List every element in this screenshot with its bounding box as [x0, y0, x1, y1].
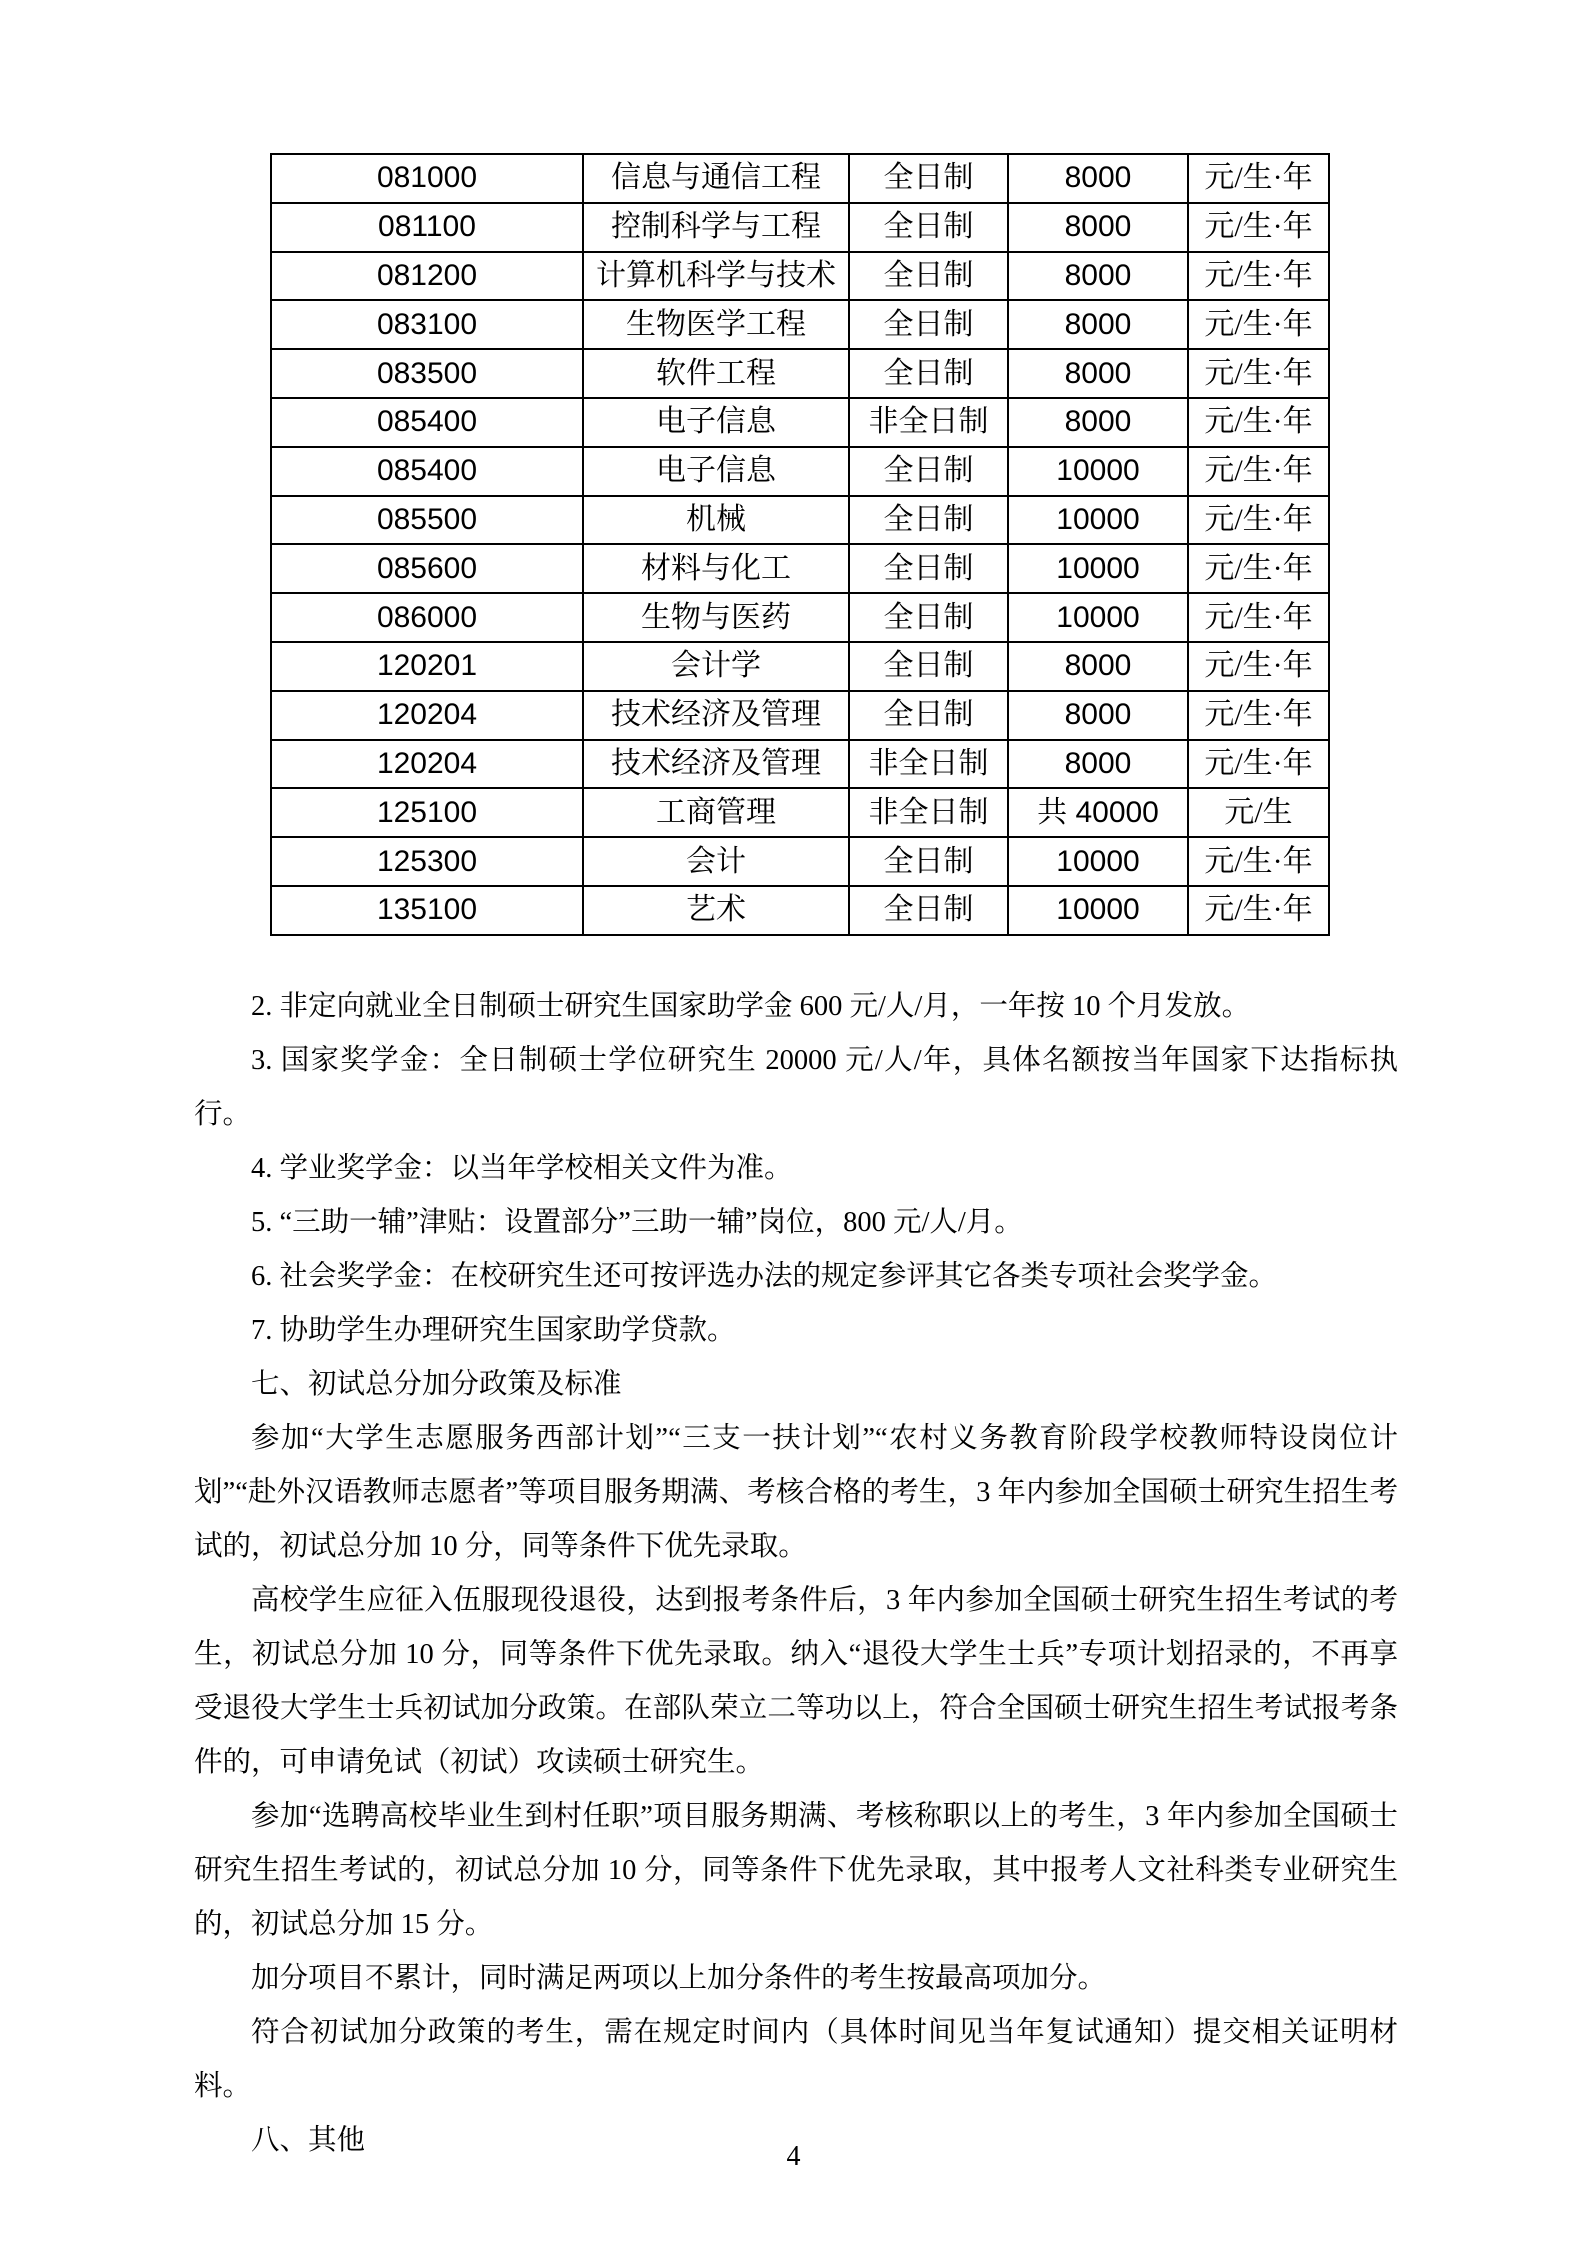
- fee-table-row: [271, 154, 1329, 203]
- fee-table-row: [271, 349, 1329, 398]
- cell-unit: 元/生·年: [1188, 398, 1329, 447]
- cell-major: 生物与医药: [583, 593, 849, 642]
- cell-code: 125300: [271, 837, 583, 886]
- cell-unit: 元/生·年: [1188, 544, 1329, 593]
- cell-fee: 10000: [1008, 544, 1188, 593]
- cell-major: 会计学: [583, 642, 849, 691]
- fee-table-row: [271, 398, 1329, 447]
- cell-study-mode: 全日制: [849, 837, 1008, 886]
- cell-fee: 8000: [1008, 154, 1188, 203]
- cell-code: 085400: [271, 447, 583, 496]
- cell-code: 081100: [271, 203, 583, 252]
- paragraph: 7. 协助学生办理研究生国家助学贷款。: [251, 1315, 736, 1346]
- cell-unit: 元/生·年: [1188, 447, 1329, 496]
- paragraph: 参加“选聘高校毕业生到村任职”项目服务期满、考核称职以上的考生，3 年内参加全国硕士研究生招生考试的，初试总分加 10 分，同等条件下优先录取，其中报考人文社科类专业研究生的，初试总分加 15 分。: [194, 1801, 1398, 1940]
- cell-study-mode: 非全日制: [849, 740, 1008, 789]
- cell-code: 083500: [271, 349, 583, 398]
- cell-fee: 8000: [1008, 252, 1188, 301]
- cell-major: 工商管理: [583, 788, 849, 837]
- cell-fee: 10000: [1008, 447, 1188, 496]
- cell-major: 生物医学工程: [583, 300, 849, 349]
- cell-unit: 元/生·年: [1188, 642, 1329, 691]
- cell-fee: 8000: [1008, 300, 1188, 349]
- paragraph: 加分项目不累计，同时满足两项以上加分条件的考生按最高项加分。: [251, 1963, 1107, 1994]
- cell-code: 085500: [271, 496, 583, 545]
- fee-table-row: [271, 203, 1329, 252]
- fee-table-row: [271, 496, 1329, 545]
- cell-fee: 8000: [1008, 398, 1188, 447]
- cell-study-mode: 非全日制: [849, 788, 1008, 837]
- cell-fee: 10000: [1008, 886, 1188, 935]
- body-text: [194, 980, 1398, 2168]
- fee-table-row: [271, 788, 1329, 837]
- cell-unit: 元/生: [1188, 788, 1329, 837]
- cell-code: 083100: [271, 300, 583, 349]
- cell-study-mode: 全日制: [849, 300, 1008, 349]
- cell-major: 材料与化工: [583, 544, 849, 593]
- cell-major: 软件工程: [583, 349, 849, 398]
- paragraph: 5. “三助一辅”津贴：设置部分”三助一辅”岗位，800 元/人/月。: [251, 1207, 1023, 1238]
- cell-unit: 元/生·年: [1188, 252, 1329, 301]
- cell-code: 120204: [271, 691, 583, 740]
- cell-study-mode: 全日制: [849, 544, 1008, 593]
- cell-unit: 元/生·年: [1188, 300, 1329, 349]
- paragraph: 高校学生应征入伍服现役退役，达到报考条件后，3 年内参加全国硕士研究生招生考试的考生，初试总分加 10 分，同等条件下优先录取。纳入“退役大学生士兵”专项计划招录的，不再享受退役大学生士兵初试加分政策。在部队荣立二等功以上，符合全国硕士研究生招生考试报考条件的，可申请免试（初试）攻读硕士研究生。: [194, 1585, 1398, 1778]
- cell-unit: 元/生·年: [1188, 349, 1329, 398]
- cell-major: 机械: [583, 496, 849, 545]
- cell-code: 135100: [271, 886, 583, 935]
- cell-unit: 元/生·年: [1188, 496, 1329, 545]
- cell-unit: 元/生·年: [1188, 154, 1329, 203]
- paragraph: 3. 国家奖学金：全日制硕士学位研究生 20000 元/人/年，具体名额按当年国家下达指标执行。: [194, 1045, 1398, 1130]
- cell-major: 控制科学与工程: [583, 203, 849, 252]
- paragraph: 6. 社会奖学金：在校研究生还可按评选办法的规定参评其它各类专项社会奖学金。: [251, 1261, 1278, 1292]
- fee-table-row: [271, 252, 1329, 301]
- cell-code: 085400: [271, 398, 583, 447]
- cell-study-mode: 非全日制: [849, 398, 1008, 447]
- cell-code: 125100: [271, 788, 583, 837]
- fee-table-row: [271, 447, 1329, 496]
- fee-table-row: [271, 837, 1329, 886]
- cell-major: 电子信息: [583, 447, 849, 496]
- cell-study-mode: 全日制: [849, 252, 1008, 301]
- fee-table-row: [271, 691, 1329, 740]
- cell-study-mode: 全日制: [849, 886, 1008, 935]
- fee-table-row: [271, 300, 1329, 349]
- paragraph: 2. 非定向就业全日制硕士研究生国家助学金 600 元/人/月，一年按 10 个月发放。: [251, 991, 1251, 1022]
- paragraph: 参加“大学生志愿服务西部计划”“三支一扶计划”“农村义务教育阶段学校教师特设岗位计划”“赴外汉语教师志愿者”等项目服务期满、考核合格的考生，3 年内参加全国硕士研究生招生考试的，初试总分加 10 分，同等条件下优先录取。: [194, 1423, 1398, 1562]
- cell-fee: 10000: [1008, 837, 1188, 886]
- cell-fee: 共 40000: [1008, 788, 1188, 837]
- cell-major: 信息与通信工程: [583, 154, 849, 203]
- cell-study-mode: 全日制: [849, 154, 1008, 203]
- cell-study-mode: 全日制: [849, 691, 1008, 740]
- cell-major: 艺术: [583, 886, 849, 935]
- cell-unit: 元/生·年: [1188, 886, 1329, 935]
- cell-fee: 8000: [1008, 642, 1188, 691]
- cell-code: 081000: [271, 154, 583, 203]
- fee-table-body: [271, 154, 1329, 935]
- cell-major: 技术经济及管理: [583, 740, 849, 789]
- cell-fee: 10000: [1008, 593, 1188, 642]
- cell-unit: 元/生·年: [1188, 691, 1329, 740]
- cell-study-mode: 全日制: [849, 203, 1008, 252]
- fee-table-row: [271, 544, 1329, 593]
- cell-code: 120204: [271, 740, 583, 789]
- section-heading: 八、其他: [251, 2125, 366, 2156]
- cell-study-mode: 全日制: [849, 349, 1008, 398]
- cell-major: 电子信息: [583, 398, 849, 447]
- paragraph: 符合初试加分政策的考生，需在规定时间内（具体时间见当年复试通知）提交相关证明材料。: [194, 2017, 1398, 2102]
- cell-fee: 8000: [1008, 349, 1188, 398]
- cell-study-mode: 全日制: [849, 447, 1008, 496]
- fee-table-row: [271, 593, 1329, 642]
- cell-study-mode: 全日制: [849, 496, 1008, 545]
- cell-fee: 10000: [1008, 496, 1188, 545]
- cell-study-mode: 全日制: [849, 593, 1008, 642]
- cell-code: 085600: [271, 544, 583, 593]
- paragraph: 4. 学业奖学金：以当年学校相关文件为准。: [251, 1153, 793, 1184]
- cell-code: 081200: [271, 252, 583, 301]
- cell-unit: 元/生·年: [1188, 837, 1329, 886]
- cell-code: 120201: [271, 642, 583, 691]
- cell-unit: 元/生·年: [1188, 740, 1329, 789]
- fee-table-row: [271, 642, 1329, 691]
- cell-major: 会计: [583, 837, 849, 886]
- cell-code: 086000: [271, 593, 583, 642]
- cell-study-mode: 全日制: [849, 642, 1008, 691]
- fee-table-row: [271, 886, 1329, 935]
- cell-major: 技术经济及管理: [583, 691, 849, 740]
- cell-fee: 8000: [1008, 740, 1188, 789]
- section-heading: 七、初试总分加分政策及标准: [251, 1369, 622, 1400]
- fee-table-row: [271, 740, 1329, 789]
- cell-unit: 元/生·年: [1188, 203, 1329, 252]
- cell-fee: 8000: [1008, 691, 1188, 740]
- cell-fee: 8000: [1008, 203, 1188, 252]
- tuition-fee-table: [270, 153, 1330, 936]
- cell-unit: 元/生·年: [1188, 593, 1329, 642]
- page-number: 4: [786, 2141, 801, 2172]
- cell-major: 计算机科学与技术: [583, 252, 849, 301]
